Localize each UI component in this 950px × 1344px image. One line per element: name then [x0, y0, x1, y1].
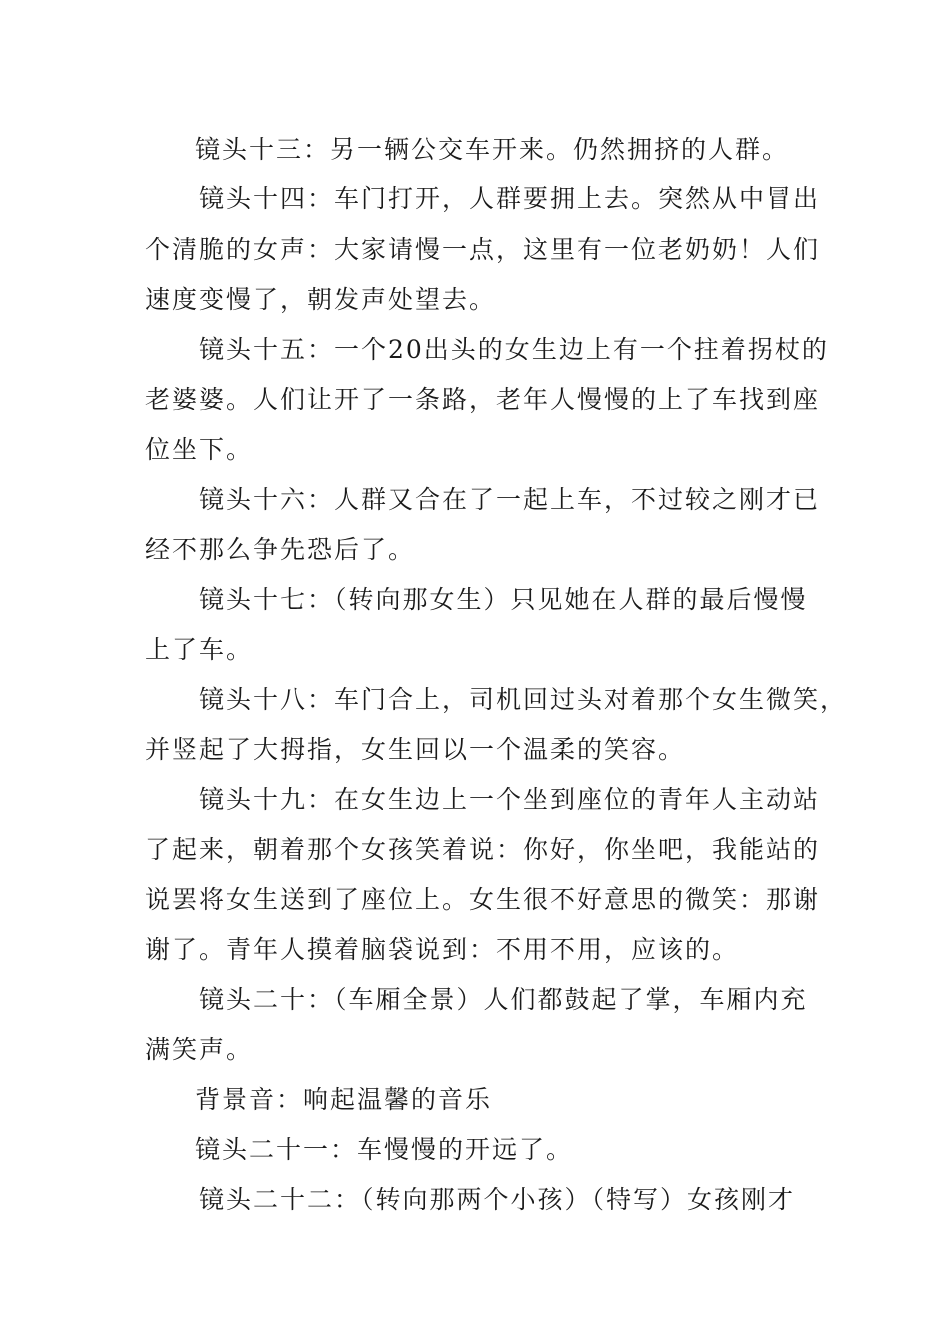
text-line: 说罢将女生送到了座位上。女生很不好意思的微笑：那谢 [145, 885, 821, 914]
text-line: 个清脆的女声：大家请慢一点，这里有一位老奶奶！人们 [145, 235, 821, 264]
text-line: 经不那么争先恐后了。 [145, 535, 416, 564]
text-line: 镜头十六：人群又合在了一起上车，不过较之刚才已 [199, 485, 821, 514]
text-line: 镜头二十一：车慢慢的开远了。 [195, 1135, 574, 1164]
text-line: 位坐下。 [145, 435, 254, 464]
text-line: 镜头二十二：（转向那两个小孩）（特写）女孩刚才 [199, 1185, 796, 1214]
text-line: 镜头十三：另一辆公交车开来。仍然拥挤的人群。 [195, 135, 790, 164]
text-line: 满笑声。 [145, 1035, 254, 1064]
text-line: 镜头十九：在女生边上一个坐到座位的青年人主动站 [199, 785, 821, 814]
text-line: 背景音：响起温馨的音乐 [195, 1085, 493, 1114]
text-line: 了起来，朝着那个女孩笑着说：你好，你坐吧，我能站的 [145, 835, 821, 864]
text-line: 上了车。 [145, 635, 254, 664]
text-line: 镜头二十：（车厢全景）人们都鼓起了掌，车厢内充 [199, 985, 808, 1014]
text-line: 镜头十七：（转向那女生）只见她在人群的最后慢慢 [199, 585, 808, 614]
text-line: 镜头十四：车门打开，人群要拥上去。突然从中冒出 [199, 184, 821, 213]
text-line: 速度变慢了，朝发声处望去。 [145, 285, 497, 314]
text-line: 并竖起了大拇指，女生回以一个温柔的笑容。 [145, 735, 686, 764]
text-line: 镜头十八：车门合上，司机回过头对着那个女生微笑， [199, 685, 848, 714]
text-line: 谢了。青年人摸着脑袋说到：不用不用，应该的。 [145, 935, 740, 964]
text-line: 老婆婆。人们让开了一条路，老年人慢慢的上了车找到座 [145, 385, 821, 414]
text-line: 镜头十五：一个20出头的女生边上有一个拄着拐杖的 [199, 335, 829, 364]
